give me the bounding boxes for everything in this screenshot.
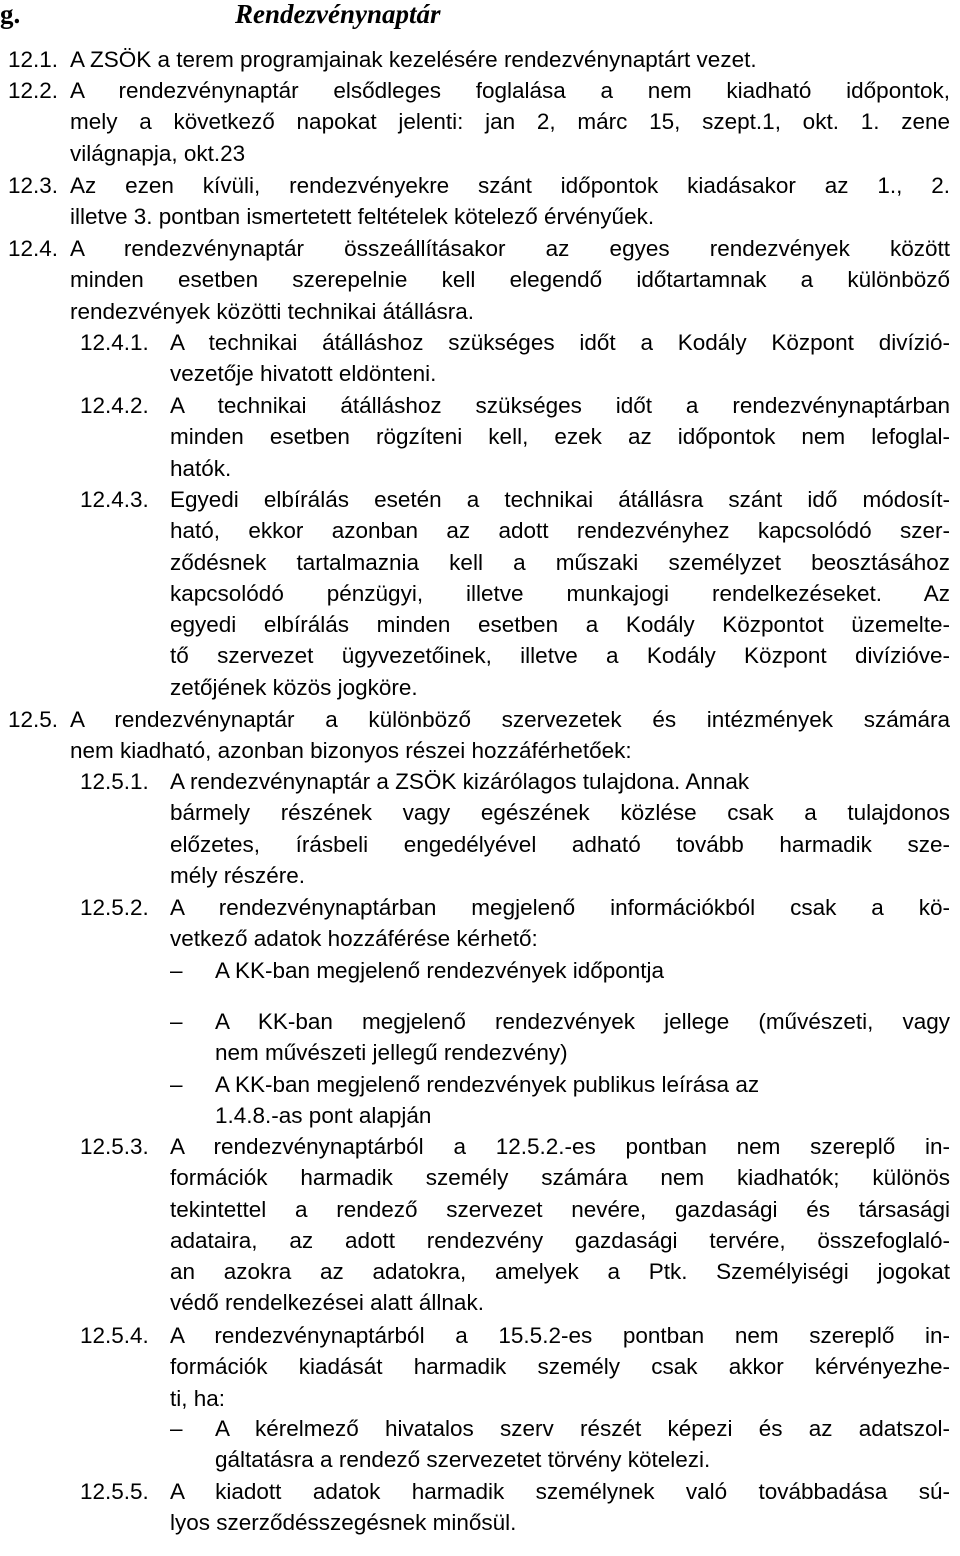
bullet-dash: – (170, 1416, 183, 1441)
paragraph-number: 12.2. (8, 78, 59, 103)
text-line: nem kiadható, azonban bizonyos részei hozzáférhetőek: (70, 738, 632, 764)
paragraph-text (170, 766, 950, 891)
paragraph-number: 12.5.5. (80, 1479, 149, 1504)
text-line: A rendezvénynaptár elsődleges foglalása a nem kiadható időpontok, (70, 78, 950, 103)
text-line: egyedi elbírálás minden esetben a Kodály Központot üzemelte- (170, 612, 950, 638)
bullet-dash: – (170, 1072, 183, 1097)
text-line: mély részére. (170, 862, 306, 888)
text-line: hatók. (170, 455, 232, 481)
paragraph-text (215, 1006, 950, 1069)
text-line: zetőjének közös jogköre. (170, 674, 418, 700)
paragraph-text (70, 44, 950, 75)
text-line: A KK-ban megjelenő rendezvények jellege (művészeti, vagy (215, 1009, 950, 1034)
text-line: védő rendelkezései alatt állnak. (170, 1290, 484, 1316)
paragraph-text (70, 170, 950, 233)
bullet-dash: – (170, 1009, 183, 1034)
text-line: kapcsolódó pénzügyi, illetve munkajogi rendelkezéseket. Az (170, 580, 950, 606)
text-line: ti, ha: (170, 1385, 226, 1411)
text-line: an azokra az adatokra, amelyek a Ptk. Személyiségi jogokat (170, 1259, 950, 1285)
paragraph-text (170, 1476, 950, 1539)
text-line: Az ezen kívüli, rendezvényekre szánt időpontok kiadásakor az 1., 2. (70, 173, 950, 198)
paragraph-text (215, 1413, 950, 1476)
text-line: lyos szerződésszegésnek minősül. (170, 1510, 517, 1536)
paragraph-text (70, 233, 950, 327)
text-line: előzetes, írásbeli engedélyével adható tovább harmadik sze- (170, 831, 950, 857)
paragraph-text (170, 892, 950, 955)
paragraph-number: 12.5. (8, 707, 59, 732)
text-line: tő szervezet ügyvezetőinek, illetve a Kodály Központ divízióve- (170, 643, 950, 669)
paragraph-text (170, 327, 950, 390)
text-line: illetve 3. pontban ismertetett feltételek kötelező érvényűek. (70, 204, 655, 230)
paragraph-text (170, 1131, 950, 1319)
text-line: rendezvények közötti technikai átállásra. (70, 298, 474, 324)
paragraph-number: 12.5.1. (80, 769, 149, 794)
text-line: formációk harmadik személy számára nem kiadhatók; különös (170, 1165, 950, 1191)
paragraph-text (70, 75, 950, 169)
paragraph-number: 12.5.4. (80, 1323, 149, 1348)
paragraph-text (170, 484, 950, 703)
text-line: vezetője hivatott eldönteni. (170, 361, 437, 387)
paragraph-text (170, 1320, 950, 1414)
text-line: A ZSÖK a terem programjainak kezelésére rendezvénynaptárt vezet. (70, 47, 757, 72)
text-line: A rendezvénynaptár a ZSÖK kizárólagos tulajdona. Annak (170, 769, 750, 794)
paragraph-number: 12.4.1. (80, 330, 149, 355)
text-line: tekintettel a rendező szervezet nevére, gazdasági és társasági (170, 1196, 950, 1222)
heading-title: Rendezvénynaptár (235, 0, 441, 29)
paragraph-number: 12.5.2. (80, 895, 149, 920)
text-line: A KK-ban megjelenő rendezvények publikus leírása az (215, 1072, 760, 1097)
paragraph-number: 12.4.3. (80, 487, 149, 512)
paragraph-text (70, 704, 950, 767)
paragraph-text (170, 390, 950, 484)
text-line: A rendezvénynaptár a különböző szervezetek és intézmények számára (70, 707, 950, 732)
paragraph-number: 12.4.2. (80, 393, 149, 418)
paragraph-text (215, 1069, 950, 1132)
text-line: A rendezvénynaptár összeállításakor az egyes rendezvények között (70, 236, 950, 261)
text-line: minden esetben rögzíteni kell, ezek az időpontok nem lefoglal- (170, 424, 950, 450)
text-line: vetkező adatok hozzáférése kérhető: (170, 926, 538, 952)
text-line: ződésnek tartalmaznia kell a műszaki személyzet beosztásához (170, 549, 950, 575)
bullet-dash: – (170, 958, 183, 983)
text-line: A KK-ban megjelenő rendezvények időpontja (215, 958, 665, 983)
text-line: 1.4.8.-as pont alapján (215, 1103, 432, 1129)
text-line: mely a következő napokat jelenti: jan 2, márc 15, szept.1, okt. 1. zene (70, 109, 950, 135)
text-line: A rendezvénynaptárból a 12.5.2.-es pontban nem szereplő in- (170, 1134, 950, 1159)
text-line: ható, ekkor azonban az adott rendezvényhez kapcsolódó szer- (170, 518, 950, 544)
text-line: formációk kiadását harmadik személy csak akkor kérvényezhe- (170, 1354, 950, 1380)
text-line: nem művészeti jellegű rendezvény) (215, 1040, 568, 1066)
text-line: A technikai átálláshoz szükséges időt a Kodály Központ divízió- (170, 330, 950, 355)
text-line: minden esetben szerepelnie kell elegendő időtartamnak a különböző (70, 267, 950, 293)
text-line: bármely részének vagy egészének közlése csak a tulajdonos (170, 800, 950, 826)
text-line: A technikai átálláshoz szükséges időt a rendezvénynaptárban (170, 393, 950, 418)
text-line: világnapja, okt.23 (70, 140, 246, 166)
text-line: Egyedi elbírálás esetén a technikai átállásra szánt idő módosít- (170, 487, 950, 512)
text-line: A kiadott adatok harmadik személynek való továbbadása sú- (170, 1479, 950, 1504)
text-line: A kérelmező hivatalos szerv részét képezi és az adatszol- (215, 1416, 950, 1441)
text-line: A rendezvénynaptárból a 15.5.2-es pontban nem szereplő in- (170, 1323, 950, 1348)
paragraph-number: 12.5.3. (80, 1134, 149, 1159)
text-line: A rendezvénynaptárban megjelenő információkból csak a kö- (170, 895, 950, 920)
paragraph-number: 12.3. (8, 173, 59, 198)
paragraph-number: 12.1. (8, 47, 59, 72)
text-line: gáltatásra a rendező szervezetet törvény kötelezi. (215, 1447, 711, 1473)
text-line: adataira, az adott rendezvény gazdasági tervére, összefoglaló- (170, 1227, 950, 1253)
paragraph-text (215, 955, 950, 986)
heading-number: g. (0, 0, 21, 29)
paragraph-number: 12.4. (8, 236, 59, 261)
